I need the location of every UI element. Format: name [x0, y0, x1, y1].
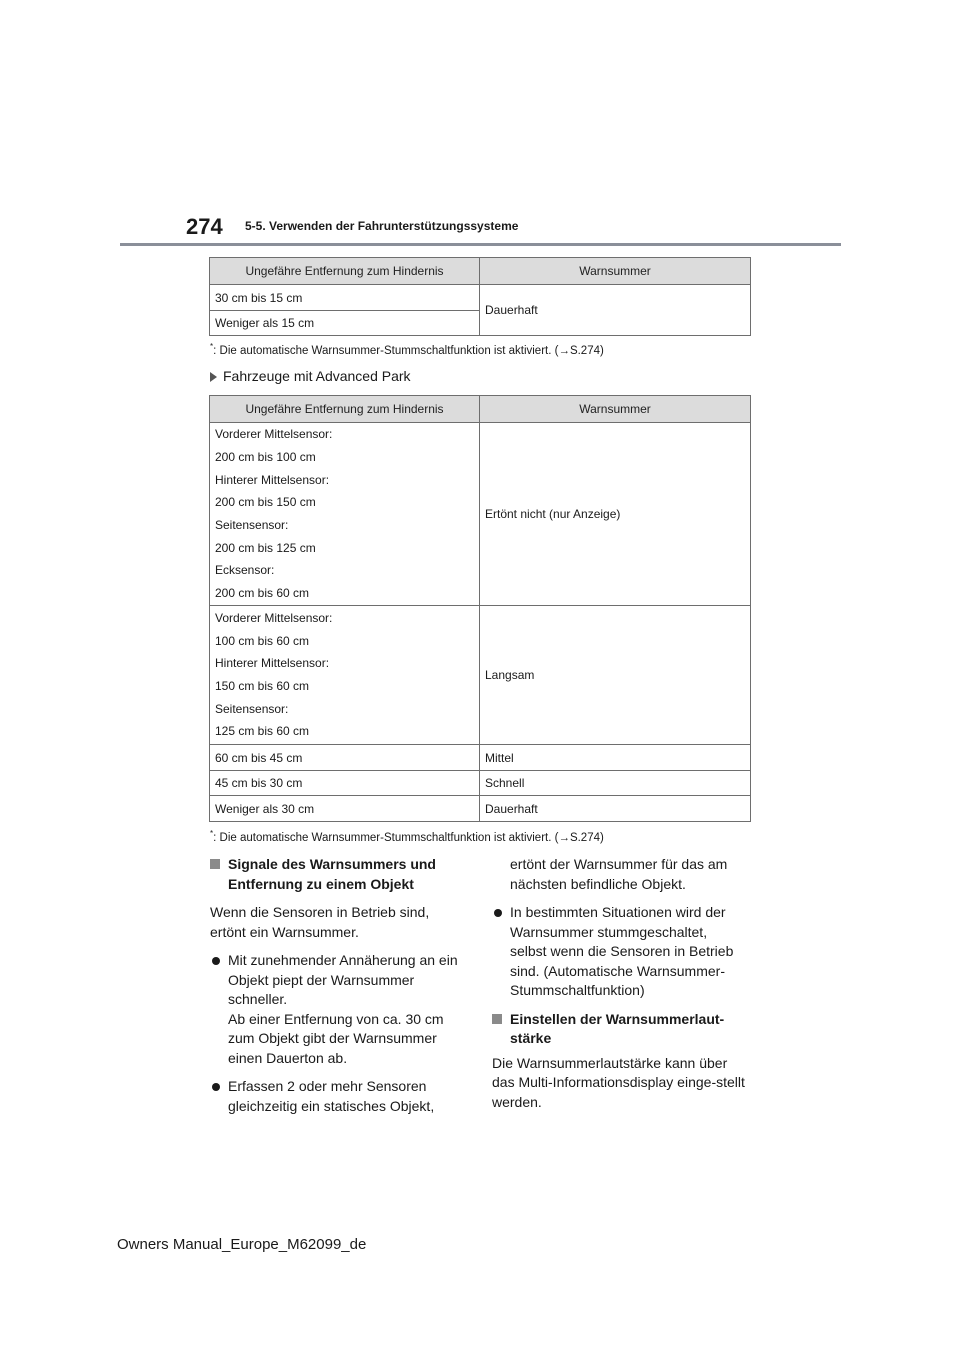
- table-row: [210, 423, 751, 606]
- sensor-range: 200 cm bis 150 cm: [215, 495, 316, 510]
- bullet-item: [492, 903, 747, 1001]
- triangle-bullet-icon: [210, 372, 217, 382]
- bullet-text: Ab einer Entfernung von ca. 30 cm zum Objekt gibt der Warnsummer einen Dauerton ab.: [228, 1010, 444, 1066]
- header-buzzer: Warnsummer: [480, 396, 751, 423]
- header-distance: Ungefähre Entfernung zum Hindernis: [210, 396, 480, 423]
- header-distance: Ungefähre Entfernung zum Hindernis: [210, 258, 480, 285]
- footnote-text: : Die automatische Warnsummer-Stummschaltfunktion ist aktiviert. (→S.274): [213, 831, 604, 844]
- footer-text: Owners Manual_Europe_M62099_de: [117, 1236, 367, 1253]
- section-title: 5-5. Verwenden der Fahrunterstützungssysteme: [245, 219, 519, 233]
- table-row: [210, 285, 751, 311]
- distance-cell: [210, 423, 480, 606]
- bullet-text: Erfassen 2 oder mehr Sensoren gleichzeitig ein statisches Objekt,: [228, 1078, 435, 1114]
- sensor-label: Hinterer Mittelsensor:: [215, 656, 330, 671]
- buzzer-cell: Dauerhaft: [480, 285, 751, 336]
- distance-cell: Weniger als 30 cm: [210, 796, 480, 822]
- buzzer-table-1: [209, 257, 751, 336]
- sensor-range: 200 cm bis 125 cm: [215, 540, 316, 555]
- footnote-mark: *: [210, 829, 214, 838]
- section-heading: [210, 855, 465, 894]
- square-bullet-icon: [492, 1014, 502, 1024]
- sensor-range: 200 cm bis 60 cm: [215, 586, 310, 601]
- table-row: [210, 745, 751, 771]
- continued-text: ertönt der Warnsummer für das am nächsten befindliche Objekt.: [510, 856, 728, 892]
- right-column: [492, 855, 747, 1112]
- header-buzzer: Warnsummer: [480, 258, 751, 285]
- subheading-text: Fahrzeuge mit Advanced Park: [223, 368, 411, 384]
- intro-paragraph: Wenn die Sensoren in Betrieb sind, ertönt ein Warnsummer.: [210, 904, 430, 940]
- section-heading-text: Einstellen der Warnsummerlaut-stärke: [510, 1010, 725, 1046]
- sensor-label: Hinterer Mittelsensor:: [215, 472, 330, 487]
- sensor-range: 125 cm bis 60 cm: [215, 724, 310, 739]
- sensor-range: 150 cm bis 60 cm: [215, 679, 310, 693]
- distance-cell: 45 cm bis 30 cm: [210, 771, 480, 796]
- buzzer-cell: Mittel: [480, 745, 751, 771]
- table-header-row: [210, 258, 751, 285]
- table-row: [210, 606, 751, 745]
- buzzer-cell: Schnell: [480, 771, 751, 796]
- square-bullet-icon: [210, 859, 220, 869]
- left-column: [210, 855, 465, 1116]
- header-rule: [120, 243, 841, 246]
- sensor-range: 200 cm bis 100 cm: [215, 449, 316, 464]
- subheading: [210, 368, 411, 384]
- table-row: [210, 796, 751, 822]
- section-heading: [492, 1010, 747, 1049]
- distance-cell: 30 cm bis 15 cm: [210, 285, 480, 311]
- page-number: 274: [186, 214, 223, 239]
- paragraph: Die Warnsummerlautstärke kann über das Multi-Informationsdisplay einge-stellt werden.: [492, 1054, 745, 1110]
- bullet-item: [210, 951, 465, 1068]
- footnote-1: [210, 342, 604, 357]
- distance-cell: [210, 606, 480, 745]
- footnote-mark: *: [210, 342, 214, 351]
- distance-cell: Weniger als 15 cm: [210, 311, 480, 336]
- buzzer-cell: Ertönt nicht (nur Anzeige): [480, 423, 751, 606]
- sensor-label: Ecksensor:: [215, 563, 275, 578]
- sensor-range: 100 cm bis 60 cm: [215, 633, 310, 648]
- sensor-label: Vorderer Mittelsensor:: [215, 610, 333, 625]
- buzzer-cell: Langsam: [480, 606, 751, 745]
- table-row: [210, 771, 751, 796]
- distance-cell: 60 cm bis 45 cm: [210, 745, 480, 771]
- buzzer-cell: Dauerhaft: [480, 796, 751, 822]
- footnote-text: : Die automatische Warnsummer-Stummschaltfunktion ist aktiviert. (→S.274): [213, 344, 604, 357]
- sensor-label: Vorderer Mittelsensor:: [215, 427, 333, 442]
- buzzer-table-2: [209, 395, 751, 822]
- footnote-2: [210, 829, 604, 844]
- bullet-text: Mit zunehmender Annäherung an ein Objekt piept der Warnsummer schneller.: [228, 952, 458, 1007]
- table-header-row: [210, 396, 751, 423]
- bullet-item: [210, 1077, 465, 1116]
- sensor-label: Seitensensor:: [215, 701, 289, 716]
- bullet-text: In bestimmten Situationen wird der Warnsummer stummgeschaltet, selbst wenn die Sensoren in Betrieb sind. (Automatische Warnsummer-Stummschaltfunktion): [510, 904, 734, 998]
- section-heading-text: Signale des Warnsummers und Entfernung zu einem Objekt: [228, 856, 436, 892]
- sensor-label: Seitensensor:: [215, 518, 289, 532]
